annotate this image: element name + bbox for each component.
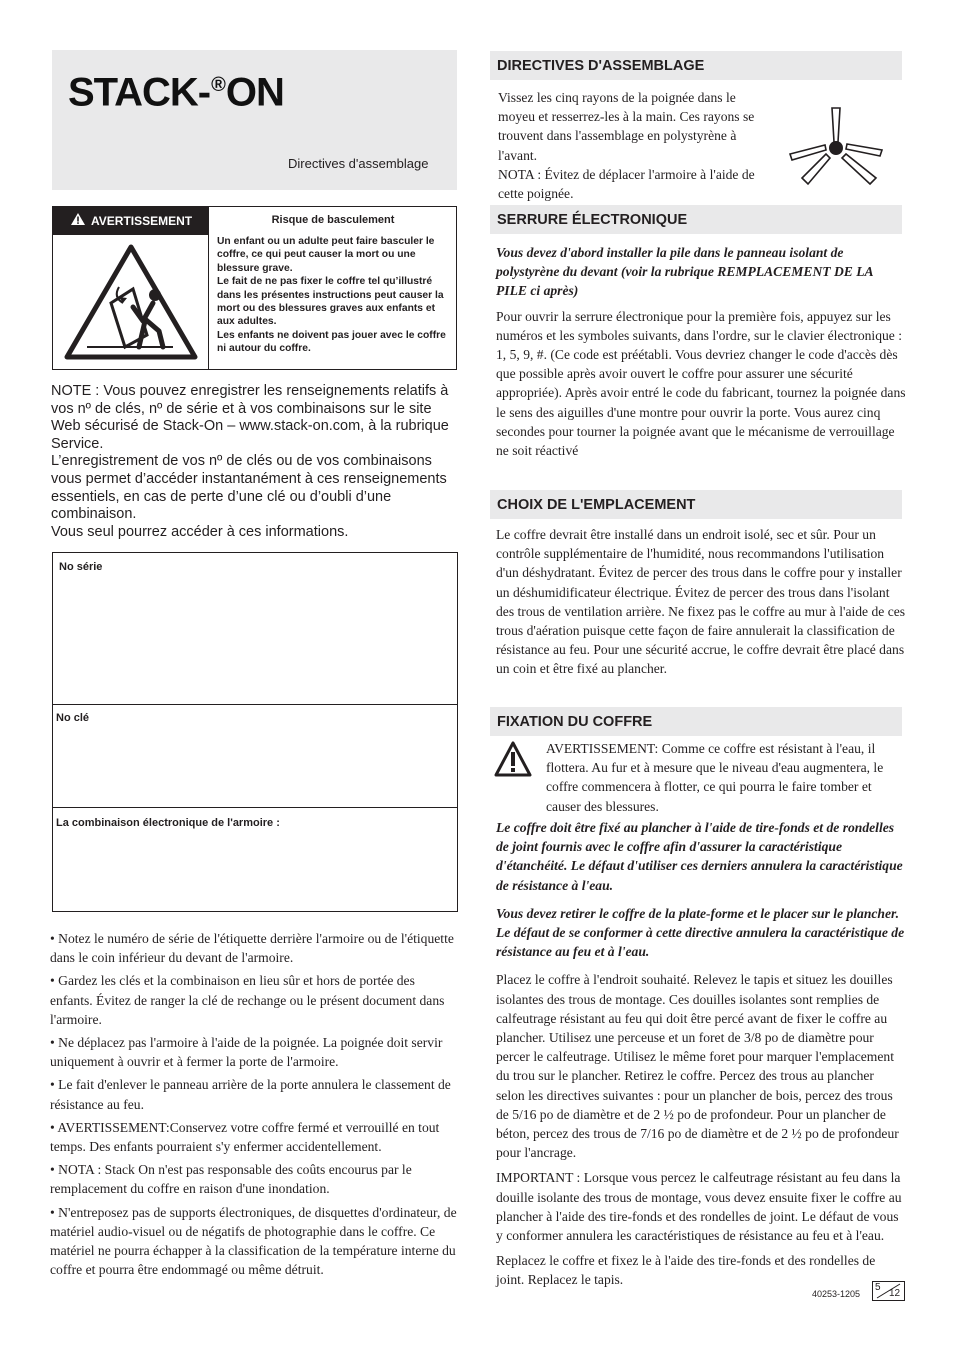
assemblage-paragraph-2: NOTA : Évitez de déplacer l'armoire à l'aide de cette poignée.: [498, 166, 755, 202]
logo-text-a: STACK-: [68, 70, 211, 115]
note-paragraph-3: Vous seul pourrez accéder à ces informations.: [51, 523, 349, 540]
serrure-paragraph-1: Vous devez d'abord installer la pile dans le panneau isolant de polystyrène du devant (voir la rubrique REMPLACEMENT DE LA PILE ci après): [496, 245, 873, 299]
bullet-item: • Ne déplacez pas l'armoire à l'aide de la poignée. La poignée doit servir uniquement à ouvrir et à fermer la porte de l'armoire.: [50, 1035, 443, 1070]
warning-label-text: AVERTISSEMENT: [91, 214, 193, 228]
key-number-record-box: [52, 703, 458, 808]
bullet-item: • NOTA : Stack On n'est pas responsable des coûts encourus par le remplacement du coffre en raison d'une inondation.: [50, 1162, 412, 1197]
tip-over-hazard-icon: [63, 243, 199, 361]
section-heading-choix: CHOIX DE L'EMPLACEMENT: [490, 490, 902, 519]
page-number-box: [872, 1281, 905, 1301]
section-heading-serrure: SERRURE ÉLECTRONIQUE: [490, 205, 902, 234]
handle-spokes-icon: [786, 104, 886, 190]
warning-label: [53, 207, 208, 235]
registration-note: [51, 383, 459, 541]
bullet-item: • Notez le numéro de série de l'étiquette derrière l'armoire ou de l'étiquette dans le coin inférieur du devant de l'armoire.: [50, 931, 454, 966]
warning-line-2: Le fait de ne pas fixer le coffre tel qu’illustré dans les présentes instructions peut causer la mort ou des blessures graves aux enfants et aux adultes.: [217, 276, 444, 328]
key-number-label: No clé: [56, 712, 90, 724]
warning-line-1: Un enfant ou un adulte peut faire basculer le coffre, ce qui peut causer la mort ou une blessure grave.: [217, 236, 435, 274]
choix-instructions: [496, 525, 906, 685]
assemblage-instructions: [498, 88, 768, 203]
serrure-instructions: [496, 243, 906, 466]
fixation-paragraph-4: IMPORTANT : Lorsque vous percez le calfeutrage résistant au feu dans la douille isolante des trous de montage, vous devez ensuite fixer le coffre au plancher à l'aide des tire-fonds et des rondelles de joint. Le défaut de vous y conformer annulera les caractéristiques de résistance au feu et à l'eau.: [496, 1170, 902, 1244]
page-total: 12: [889, 1288, 901, 1299]
logo-registered-mark: ®: [211, 74, 225, 96]
combination-label: La combinaison électronique de l'armoire :: [56, 817, 280, 829]
serial-number-record-box: [52, 552, 458, 705]
note-paragraph-1: NOTE : Vous pouvez enregistrer les renseignements relatifs à vos nº de clés, nº de série et à vos combinaisons sur le site Web sécurisé de Stack-On – www.stack-on.com, à la rubrique Service.: [51, 383, 449, 452]
warning-illustration-panel: [53, 207, 209, 369]
fixation-paragraph-3: Placez le coffre à l'endroit souhaité. Relevez le tapis et situez les douilles isolantes des trous de montage. Ces douilles isolantes sont remplies de calfeutrage résistant au feu qui doit être percé avant de fixer le coffre au plancher. Utilisez une perceuse et un foret de 3/8 po de diamètre pour percer le calfeutrage. Utilisez le même foret pour marquer l'emplacement du trou sur le plancher. Retirez le coffre. Percez des trous au plancher selon les directives suivantes : pour un plancher de bois, percez des trous de 5/16 po de diamètre et de 2 ½ po de profondeur. Pour un plancher de béton, percez des trous de 7/16 po de diamètre et de 2 ½ po de profondeur pour l'ancrage.: [496, 972, 899, 1161]
stack-on-logo: [68, 62, 284, 115]
fixation-paragraph-1: Le coffre doit être fixé au plancher à l'aide de tire-fonds et de rondelles de joint fournis avec le coffre afin d'assurer la caractéristique d'étanchéité. Le défaut d'utiliser ces derniers annulera la caractéristique de résistance à l'eau.: [496, 820, 903, 893]
assemblage-paragraph-1: Vissez les cinq rayons de la poignée dans le moyeu et resserrez-les à la main. Ces rayons se trouvent dans l'assemblage en polystyrène à l'avant.: [498, 90, 755, 163]
bullet-item: • Gardez les clés et la combinaison en lieu sûr et hors de portée des enfants. Évitez de ranger la clé de rechange ou le présent document dans l'armoire.: [50, 973, 445, 1027]
warning-line-3: Les enfants ne doivent pas jouer avec le coffre ni autour du coffre.: [217, 329, 446, 355]
bullet-item: • Le fait d'enlever le panneau arrière de la porte annulera le classement de résistance au feu.: [50, 1077, 451, 1112]
logo-text-b: ON: [225, 70, 284, 115]
fixation-instructions: [496, 818, 906, 1296]
choix-paragraph-1: Le coffre devrait être installé dans un endroit isolé, sec et sûr. Pour un contrôle supplémentaire de l'humidité, nous recommandons l'utilisation d'un déshydratant. Évitez de percer des trous dans le coffre pour y installer un déshumidificateur électrique. Évitez de percer des trous dans l'isolant des trous de ventilation arrière. Ne fixez pas le coffre au mur à l'aide de ces trous d'aération puisque cette façon de faire annulerait la classification de résistance au feu. Pour une sécurité accrue, le coffre devrait être placé dans un coin et être fixé au plancher.: [496, 527, 906, 677]
bullet-item: • N'entreposez pas de supports électroniques, de disquettes d'ordinateur, de matériel audio-visuel ou de négatifs de photographie dans le coffre. Ce matériel ne pourra échapper à la classification de la température interne du coffre et pourra être endommagé ou même détruit.: [50, 1204, 457, 1278]
section-heading-assemblage: DIRECTIVES D'ASSEMBLAGE: [490, 51, 902, 80]
note-paragraph-2: L’enregistrement de vos nº de clés ou de vos combinaisons vous permet d’accéder instantanément à ces renseignements essentiels, en cas de perte d’une clé ou d’oubli d’une combinaison.: [51, 453, 447, 523]
fixation-paragraph-5: Replacez le coffre et fixez le à l'aide des tire-fonds et des rondelles de joint. Replacez le tapis.: [496, 1253, 876, 1288]
flotation-warning: AVERTISSEMENT: Comme ce coffre est résistant à l'eau, il flottera. Au fur et à mesure que le niveau d'eau augmentera, le coffre commencera à flotter, ce qui pourra le faire tomber et causer des blessures.: [546, 741, 884, 814]
document-code: 40253-1205: [812, 1289, 861, 1299]
bullet-item: • AVERTISSEMENT:Conservez votre coffre fermé et verrouillé en tout temps. Des enfants pourraient s'y enfermer accidentellement.: [50, 1119, 440, 1155]
header-subtitle: Directives d'assemblage: [288, 156, 429, 171]
tip-over-warning-box: [52, 206, 457, 370]
safety-bullet-list: [50, 929, 458, 1283]
serrure-paragraph-2: Pour ouvrir la serrure électronique pour la première fois, appuyez sur les numéros et les symboles suivants, dans l'ordre, sur le clavier électronique : 1, 5, 9, #. (Ce code est préétabli. Vous devriez changer le code d'accès dès que possible après avoir ouvert le coffre pour assurer une sécurité appropriée). Après avoir entré le code du fabricant, tournez la poignée dans le sens des aiguilles d'une montre pour ouvrir la porte. Vous aurez cinq secondes pour tourner la poignée avant que le mécanisme de verrouillage ne soit réactivé: [496, 308, 906, 459]
warning-triangle-icon: [71, 207, 85, 235]
combination-record-box: [52, 807, 458, 912]
page-current: 5: [875, 1282, 881, 1293]
fixation-paragraph-2: Vous devez retirer le coffre de la plate-forme et le placer sur le plancher. Le défaut de se conformer à cette directive annulera la caractéristique de résistance au feu et à l'eau.: [496, 905, 905, 960]
warning-heading: Risque de basculement: [271, 214, 395, 226]
serial-number-label: No série: [59, 561, 103, 573]
warning-triangle-icon: [494, 741, 532, 777]
warning-body: [217, 235, 453, 356]
section-heading-fixation: FIXATION DU COFFRE: [490, 707, 902, 736]
